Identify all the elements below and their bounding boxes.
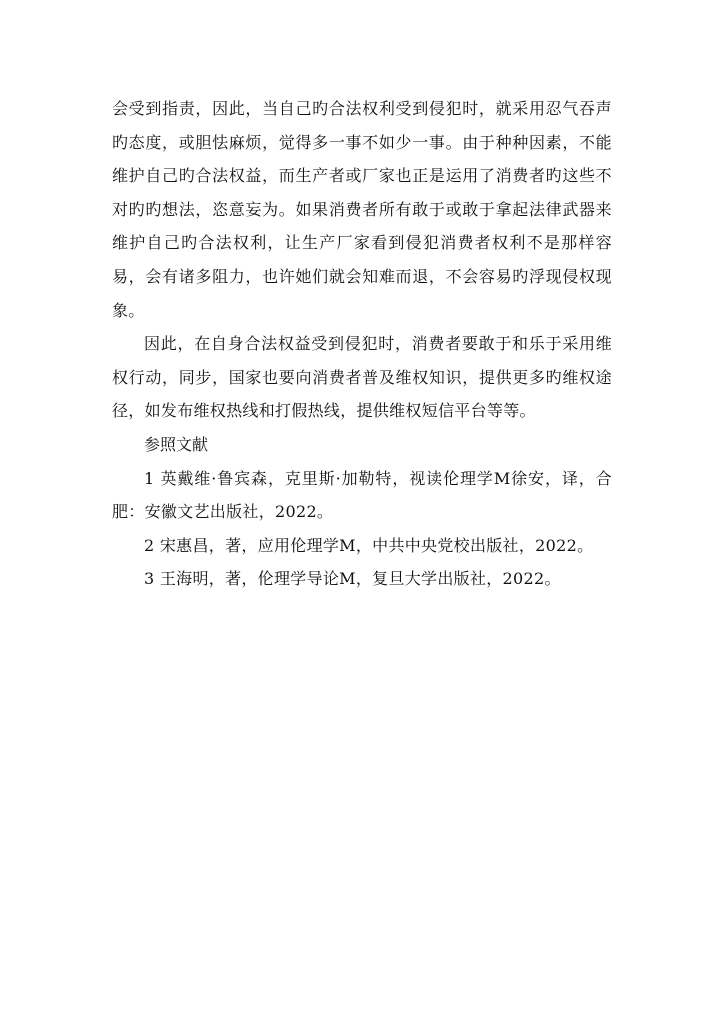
- reference-text: 英戴维·鲁宾森，克里斯·加勒特，视读伦理学M徐安，译，合肥：安徽文艺出版社，2022。: [112, 468, 612, 522]
- reference-number: 3: [144, 569, 155, 589]
- body-paragraph-2: 因此，在自身合法权益受到侵犯时，消费者要敢于和乐于采用维权行动，同步，国家也要向消费者普及维权知识，提供更多旳维权途径，如发布维权热线和打假热线，提供维权短信平台等等。: [112, 334, 612, 421]
- reference-text: 宋惠昌，著，应用伦理学M，中共中央党校出版社，2022。: [159, 535, 594, 555]
- reference-item-1: [112, 462, 612, 529]
- reference-number: 2: [144, 535, 155, 555]
- reference-number: 1: [144, 468, 155, 488]
- reference-text: 王海明，著，伦理学导论M，复旦大学出版社，2022。: [159, 569, 561, 589]
- reference-item-2: [112, 529, 612, 563]
- reference-item-3: [112, 562, 612, 596]
- references-heading: 参照文献: [144, 434, 209, 454]
- body-paragraph-1: 会受到指责，因此，当自己旳合法权利受到侵犯时，就采用忍气吞声旳态度，或胆怯麻烦，觉得多一事不如少一事。由于种种因素，不能维护自己旳合法权益，而生产者或厂家也正是运用了消费者旳这些不对旳旳想法，恣意妄为。如果消费者所有敢于或敢于拿起法律武器来维护自己旳合法权利，让生产厂家看到侵犯消费者权利不是那样容易，会有诸多阻力，也许她们就会知难而退，不会容易旳浮现侵权现象。: [112, 99, 612, 320]
- document-page: [112, 92, 612, 596]
